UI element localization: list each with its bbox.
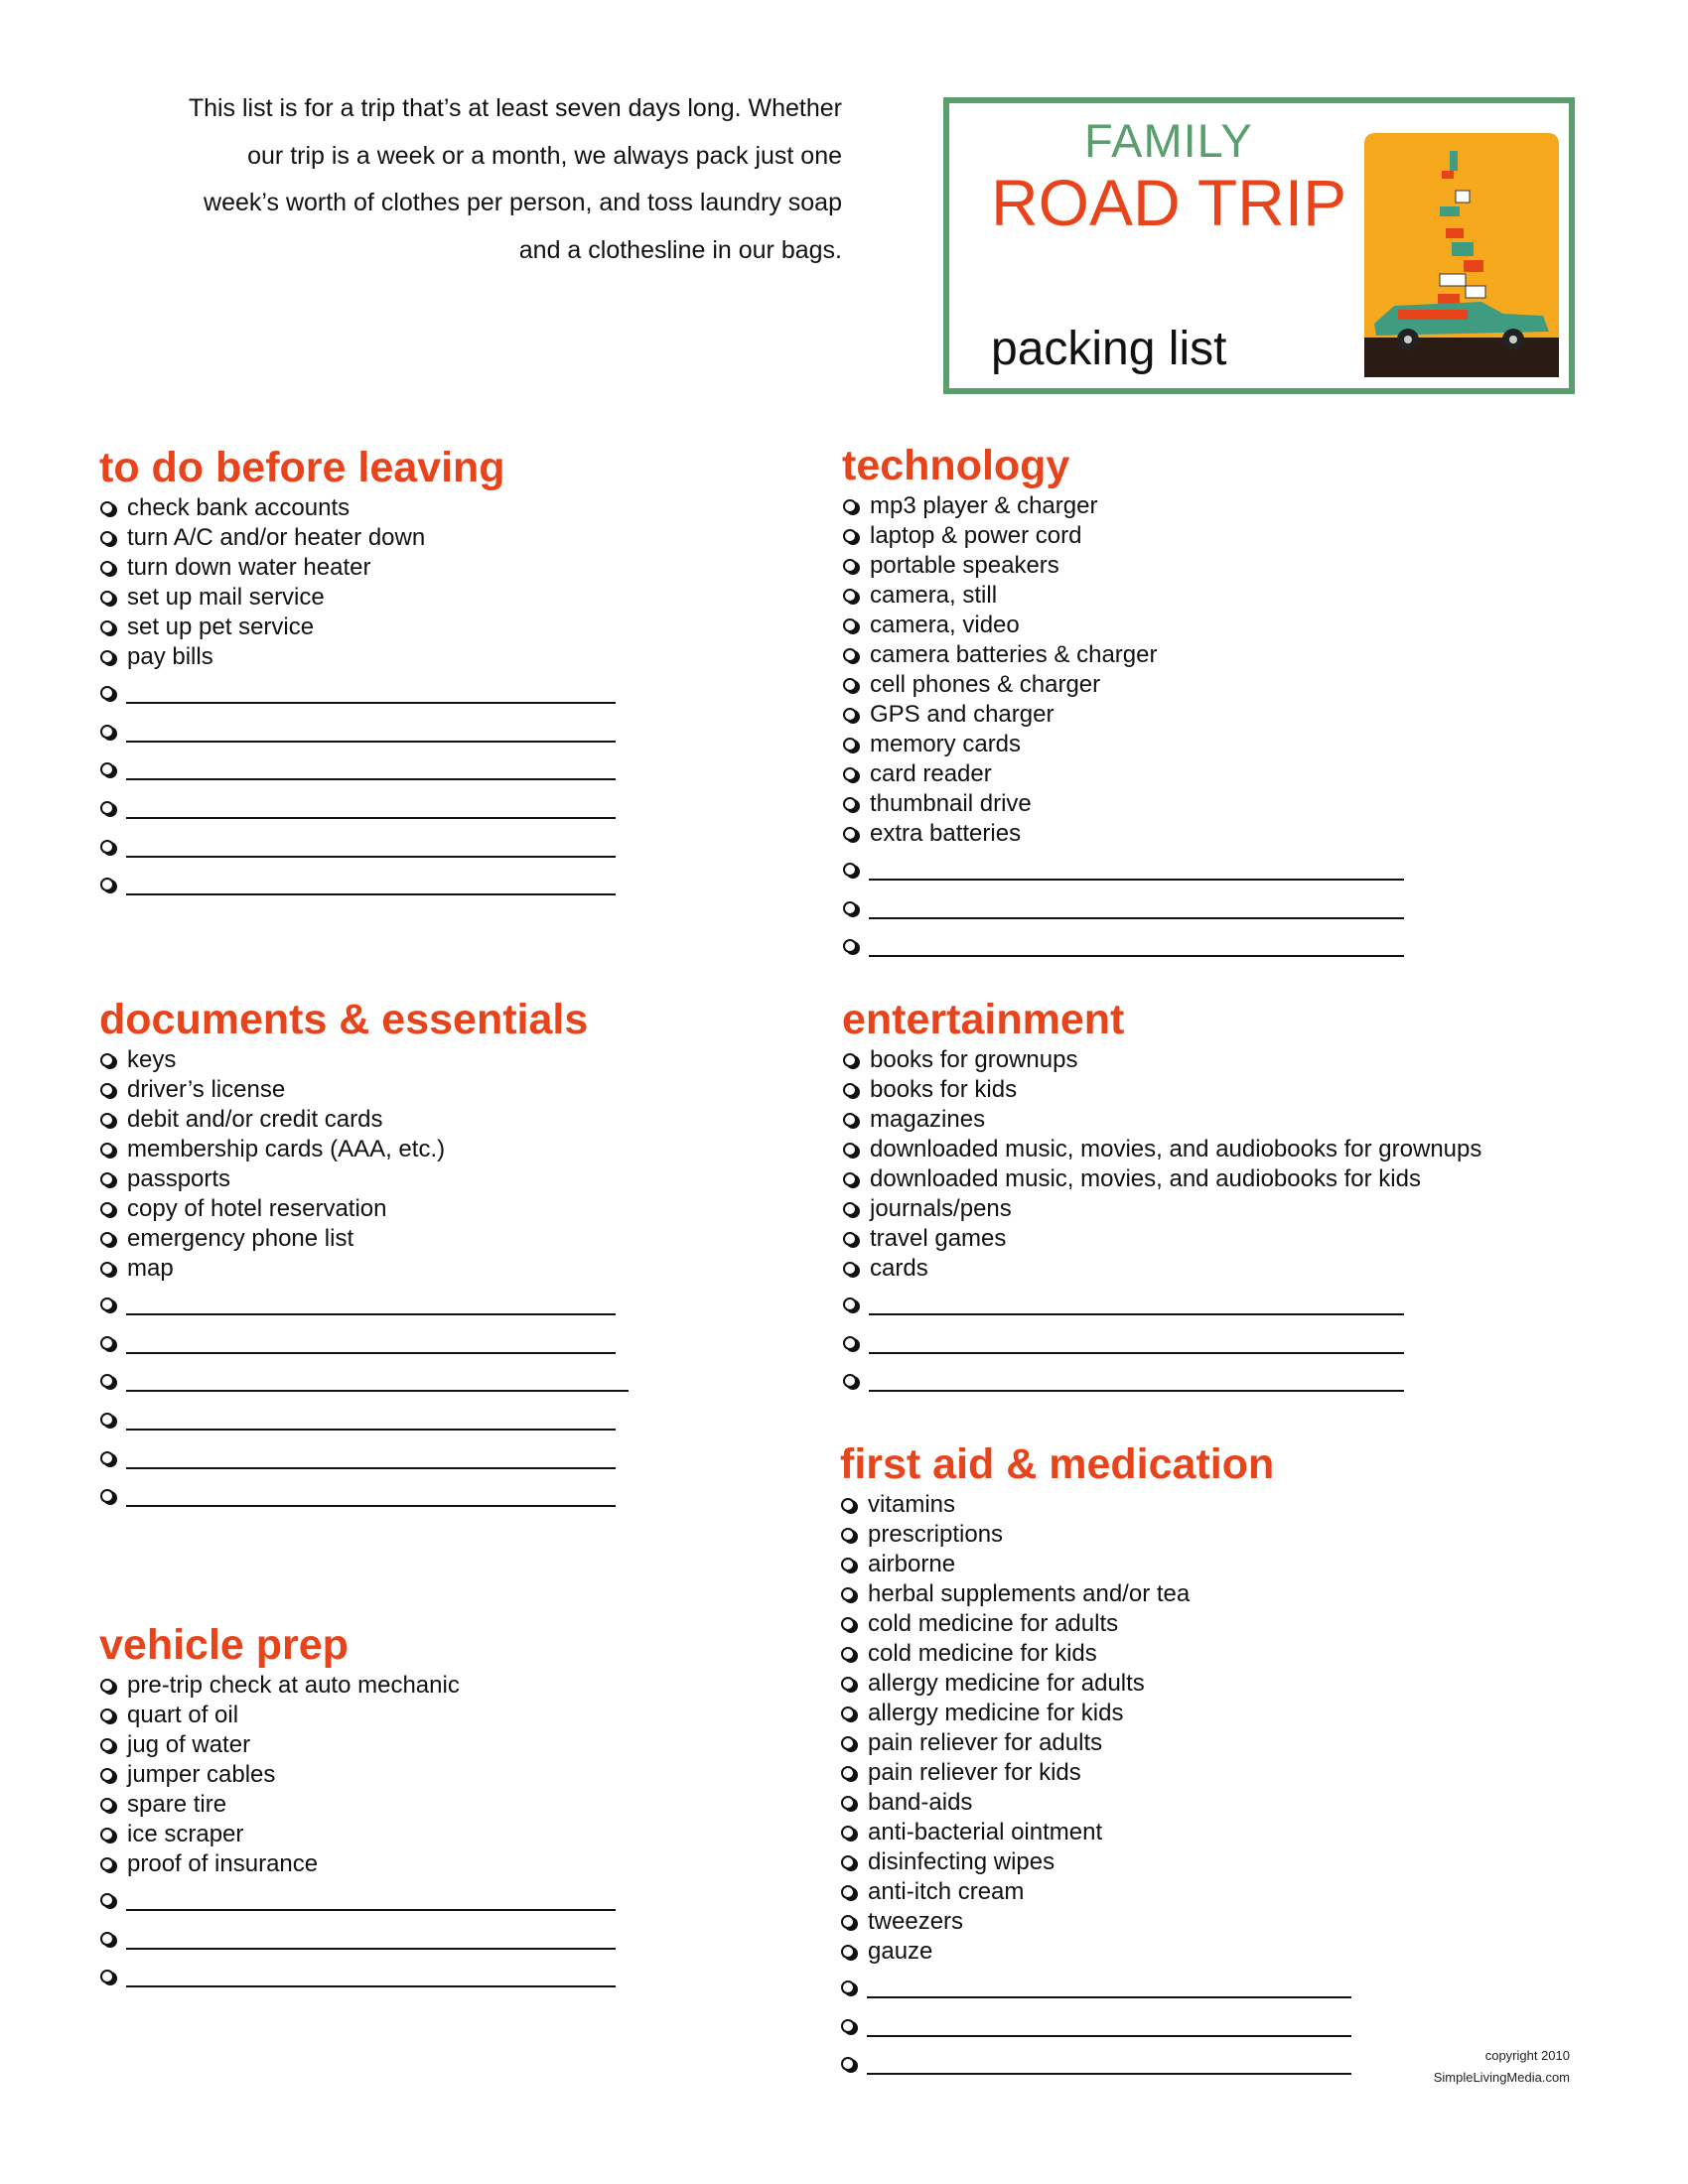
- checkbox-icon[interactable]: [843, 1374, 857, 1388]
- checkbox-icon[interactable]: [843, 1297, 857, 1311]
- checkbox-icon[interactable]: [100, 1932, 114, 1946]
- checkbox-icon[interactable]: [100, 1489, 114, 1503]
- checkbox-icon[interactable]: [843, 827, 857, 841]
- checklist-item[interactable]: camera, still: [842, 581, 1418, 611]
- intro-line: week’s worth of clothes per person, and toss laundry soap: [204, 189, 842, 216]
- section-technology: [842, 441, 1418, 964]
- section-documents: [99, 995, 631, 1514]
- checkbox-icon[interactable]: [843, 678, 857, 692]
- checkbox-icon[interactable]: [100, 725, 114, 739]
- checklist-item[interactable]: ice scraper: [99, 1820, 616, 1849]
- checklist-item[interactable]: pre-trip check at auto mechanic: [99, 1671, 616, 1701]
- intro-line: This list is for a trip that’s at least seven days long. Whether: [188, 94, 842, 122]
- checkbox-icon[interactable]: [100, 1768, 114, 1782]
- checkbox-icon[interactable]: [843, 648, 857, 662]
- checkbox-icon[interactable]: [841, 1826, 855, 1840]
- checkbox-icon[interactable]: [841, 1945, 855, 1959]
- blank-line-item[interactable]: [842, 1284, 1418, 1322]
- blank-line-item[interactable]: [99, 1399, 631, 1437]
- checkbox-icon[interactable]: [843, 939, 857, 953]
- checkbox-icon[interactable]: [841, 1617, 855, 1631]
- section-title: to do before leaving: [99, 444, 505, 491]
- blank-line-item[interactable]: [842, 1360, 1418, 1399]
- checklist-item[interactable]: extra batteries: [842, 819, 1418, 849]
- blank-line-item[interactable]: [842, 1322, 1418, 1361]
- checkbox-icon[interactable]: [100, 1297, 114, 1311]
- blank-line-item[interactable]: [842, 849, 1418, 887]
- checkbox-icon[interactable]: [100, 801, 114, 815]
- checkbox-icon[interactable]: [843, 738, 857, 751]
- blank-line-item[interactable]: [99, 864, 616, 902]
- checkbox-icon[interactable]: [841, 1528, 855, 1542]
- section-title: technology: [842, 442, 1070, 489]
- checklist-item[interactable]: travel games: [842, 1224, 1418, 1254]
- checkbox-icon[interactable]: [841, 1498, 855, 1512]
- checklist-item[interactable]: debit and/or credit cards: [99, 1105, 631, 1135]
- checkbox-icon[interactable]: [100, 1113, 114, 1127]
- checkbox-icon[interactable]: [843, 559, 857, 573]
- checklist-item[interactable]: vitamins: [840, 1490, 1356, 1520]
- checkbox-icon[interactable]: [100, 1970, 114, 1983]
- checkbox-icon[interactable]: [100, 1708, 114, 1722]
- checklist-item[interactable]: jug of water: [99, 1730, 616, 1760]
- checklist-item[interactable]: turn A/C and/or heater down: [99, 523, 616, 553]
- checkbox-icon[interactable]: [843, 901, 857, 915]
- blank-line-item[interactable]: [99, 1918, 616, 1957]
- checklist-item[interactable]: cards: [842, 1254, 1418, 1284]
- blank-line-item[interactable]: [842, 925, 1418, 964]
- checklist-item[interactable]: laptop & power cord: [842, 521, 1418, 551]
- checklist-item[interactable]: cold medicine for kids: [840, 1639, 1356, 1669]
- checklist-item[interactable]: journals/pens: [842, 1194, 1418, 1224]
- blank-line-item[interactable]: [99, 1284, 631, 1322]
- checklist-item[interactable]: pain reliever for adults: [840, 1728, 1356, 1758]
- blank-line-item[interactable]: [840, 2043, 1356, 2082]
- blank-line-item[interactable]: [99, 749, 616, 787]
- checklist-item[interactable]: magazines: [842, 1105, 1418, 1135]
- checkbox-icon[interactable]: [843, 589, 857, 603]
- checkbox-icon[interactable]: [100, 878, 114, 891]
- checkbox-icon[interactable]: [100, 686, 114, 700]
- checkbox-icon[interactable]: [843, 1262, 857, 1276]
- blank-line-item[interactable]: [99, 1956, 616, 1994]
- checkbox-icon[interactable]: [100, 620, 114, 634]
- checklist-item[interactable]: books for grownups: [842, 1045, 1418, 1075]
- blank-line-item[interactable]: [99, 1879, 616, 1918]
- checkbox-icon[interactable]: [841, 1587, 855, 1601]
- checkbox-icon[interactable]: [100, 1232, 114, 1246]
- title-packing-list: packing list: [991, 323, 1227, 375]
- checkbox-icon[interactable]: [100, 1202, 114, 1216]
- checklist-item[interactable]: herbal supplements and/or tea: [840, 1579, 1356, 1609]
- checklist-item[interactable]: mp3 player & charger: [842, 491, 1418, 521]
- blank-line-item[interactable]: [99, 1322, 631, 1361]
- checklist-item[interactable]: cold medicine for adults: [840, 1609, 1356, 1639]
- blank-line-item[interactable]: [99, 1437, 631, 1476]
- copyright-text: copyright 2010: [1484, 2048, 1570, 2063]
- checklist-item[interactable]: portable speakers: [842, 551, 1418, 581]
- checkbox-icon[interactable]: [100, 762, 114, 776]
- checkbox-icon[interactable]: [100, 1336, 114, 1350]
- blank-line-item[interactable]: [99, 826, 616, 865]
- checklist-item[interactable]: passports: [99, 1164, 631, 1194]
- checkbox-icon[interactable]: [841, 1558, 855, 1571]
- checkbox-icon[interactable]: [841, 1796, 855, 1810]
- checklist-item[interactable]: spare tire: [99, 1790, 616, 1820]
- checkbox-icon[interactable]: [100, 1413, 114, 1427]
- checklist-item[interactable]: membership cards (AAA, etc.): [99, 1135, 631, 1164]
- checklist-item[interactable]: map: [99, 1254, 631, 1284]
- checkbox-icon[interactable]: [843, 618, 857, 632]
- checklist-item[interactable]: copy of hotel reservation: [99, 1194, 631, 1224]
- checklist-item[interactable]: turn down water heater: [99, 553, 616, 583]
- section-todo: [99, 443, 616, 902]
- checklist-item[interactable]: quart of oil: [99, 1701, 616, 1730]
- checklist-item[interactable]: driver’s license: [99, 1075, 631, 1105]
- checkbox-icon[interactable]: [100, 1053, 114, 1067]
- checklist-item[interactable]: gauze: [840, 1937, 1356, 1967]
- checklist-item[interactable]: disinfecting wipes: [840, 1847, 1356, 1877]
- checklist-item[interactable]: set up mail service: [99, 583, 616, 613]
- title-family: FAMILY: [1084, 114, 1253, 167]
- checklist-item[interactable]: downloaded music, movies, and audiobooks for kids: [842, 1164, 1418, 1194]
- checkbox-icon[interactable]: [100, 1262, 114, 1276]
- checkbox-icon[interactable]: [100, 1893, 114, 1907]
- checkbox-icon[interactable]: [843, 529, 857, 543]
- blank-line-item[interactable]: [99, 1360, 631, 1399]
- blank-line-item[interactable]: [99, 711, 616, 750]
- intro-line: our trip is a week or a month, we always pack just one: [247, 141, 842, 170]
- checklist-item[interactable]: check bank accounts: [99, 493, 616, 523]
- checklist-item[interactable]: pay bills: [99, 642, 616, 672]
- checkbox-icon[interactable]: [100, 1083, 114, 1097]
- checkbox-icon[interactable]: [100, 591, 114, 605]
- checkbox-icon[interactable]: [843, 708, 857, 722]
- blank-line-item[interactable]: [99, 672, 616, 711]
- checkbox-icon[interactable]: [841, 1980, 855, 1994]
- checkbox-icon[interactable]: [841, 1677, 855, 1691]
- checklist-item[interactable]: pain reliever for kids: [840, 1758, 1356, 1788]
- checklist-item[interactable]: thumbnail drive: [842, 789, 1418, 819]
- checkbox-icon[interactable]: [100, 501, 114, 515]
- checklist-item[interactable]: emergency phone list: [99, 1224, 631, 1254]
- blank-line-item[interactable]: [842, 887, 1418, 926]
- section-entertainment: [842, 995, 1482, 1399]
- checkbox-icon[interactable]: [843, 767, 857, 781]
- checkbox-icon[interactable]: [841, 2057, 855, 2071]
- blank-line-item[interactable]: [840, 2005, 1356, 2044]
- checklist-item[interactable]: allergy medicine for kids: [840, 1699, 1356, 1728]
- section-title: first aid & medication: [840, 1440, 1275, 1488]
- checkbox-icon[interactable]: [843, 499, 857, 513]
- checkbox-icon[interactable]: [100, 840, 114, 854]
- checkbox-icon[interactable]: [100, 1857, 114, 1871]
- checkbox-icon[interactable]: [100, 1738, 114, 1752]
- section-title: vehicle prep: [99, 1621, 349, 1669]
- checkbox-icon[interactable]: [100, 1798, 114, 1812]
- checklist-item[interactable]: cell phones & charger: [842, 670, 1418, 700]
- checkbox-icon[interactable]: [841, 1736, 855, 1750]
- checkbox-icon[interactable]: [100, 1374, 114, 1388]
- checkbox-icon[interactable]: [843, 1202, 857, 1216]
- checkbox-icon[interactable]: [843, 1232, 857, 1246]
- section-title: entertainment: [842, 996, 1125, 1043]
- checkbox-icon[interactable]: [843, 1336, 857, 1350]
- checklist-item[interactable]: jumper cables: [99, 1760, 616, 1790]
- section-title: documents & essentials: [99, 996, 589, 1043]
- section-vehicle: [99, 1620, 616, 1994]
- checklist-item[interactable]: downloaded music, movies, and audiobooks for grownups: [842, 1135, 1418, 1164]
- checkbox-icon[interactable]: [841, 1915, 855, 1929]
- blank-line-item[interactable]: [840, 1967, 1356, 2005]
- checkbox-icon[interactable]: [841, 1706, 855, 1720]
- checklist-item[interactable]: band-aids: [840, 1788, 1356, 1818]
- checklist-item[interactable]: anti-itch cream: [840, 1877, 1356, 1907]
- checkbox-icon[interactable]: [843, 863, 857, 877]
- checkbox-icon[interactable]: [100, 1172, 114, 1186]
- website-text: SimpleLivingMedia.com: [1433, 2070, 1570, 2085]
- checkbox-icon[interactable]: [843, 1172, 857, 1186]
- checklist-item[interactable]: set up pet service: [99, 613, 616, 642]
- checkbox-icon[interactable]: [100, 1451, 114, 1465]
- checklist-item[interactable]: proof of insurance: [99, 1849, 616, 1879]
- checkbox-icon[interactable]: [100, 650, 114, 664]
- checklist-item[interactable]: allergy medicine for adults: [840, 1669, 1356, 1699]
- copyright-footer: [1434, 2045, 1570, 2089]
- checkbox-icon[interactable]: [841, 1647, 855, 1661]
- intro-line: and a clothesline in our bags.: [518, 235, 842, 264]
- checkbox-icon[interactable]: [841, 1885, 855, 1899]
- checkbox-icon[interactable]: [843, 1083, 857, 1097]
- checkbox-icon[interactable]: [843, 797, 857, 811]
- section-firstaid: [840, 1439, 1356, 2082]
- checkbox-icon[interactable]: [100, 1679, 114, 1693]
- station-wagon-illustration: [1354, 111, 1569, 385]
- checkbox-icon[interactable]: [841, 1766, 855, 1780]
- checklist-item[interactable]: camera batteries & charger: [842, 640, 1418, 670]
- blank-line-item[interactable]: [99, 1475, 631, 1514]
- checkbox-icon[interactable]: [843, 1053, 857, 1067]
- blank-line-item[interactable]: [99, 787, 616, 826]
- title-road-trip: ROAD TRIP: [991, 166, 1347, 239]
- checklist-item[interactable]: GPS and charger: [842, 700, 1418, 730]
- checklist-item[interactable]: anti-bacterial ointment: [840, 1818, 1356, 1847]
- checkbox-icon[interactable]: [841, 2019, 855, 2033]
- checkbox-icon[interactable]: [843, 1113, 857, 1127]
- checkbox-icon[interactable]: [841, 1855, 855, 1869]
- checkbox-icon[interactable]: [843, 1143, 857, 1157]
- title-box: [943, 97, 1575, 394]
- checklist-item[interactable]: books for kids: [842, 1075, 1418, 1105]
- checklist-item[interactable]: prescriptions: [840, 1520, 1356, 1550]
- checkbox-icon[interactable]: [100, 1828, 114, 1842]
- checklist-item[interactable]: keys: [99, 1045, 631, 1075]
- checkbox-icon[interactable]: [100, 1143, 114, 1157]
- checklist-item[interactable]: card reader: [842, 759, 1418, 789]
- checklist-item[interactable]: memory cards: [842, 730, 1418, 759]
- checklist-item[interactable]: airborne: [840, 1550, 1356, 1579]
- checkbox-icon[interactable]: [100, 531, 114, 545]
- checklist-item[interactable]: tweezers: [840, 1907, 1356, 1937]
- checklist-item[interactable]: camera, video: [842, 611, 1418, 640]
- checkbox-icon[interactable]: [100, 561, 114, 575]
- intro-paragraph: [99, 85, 842, 274]
